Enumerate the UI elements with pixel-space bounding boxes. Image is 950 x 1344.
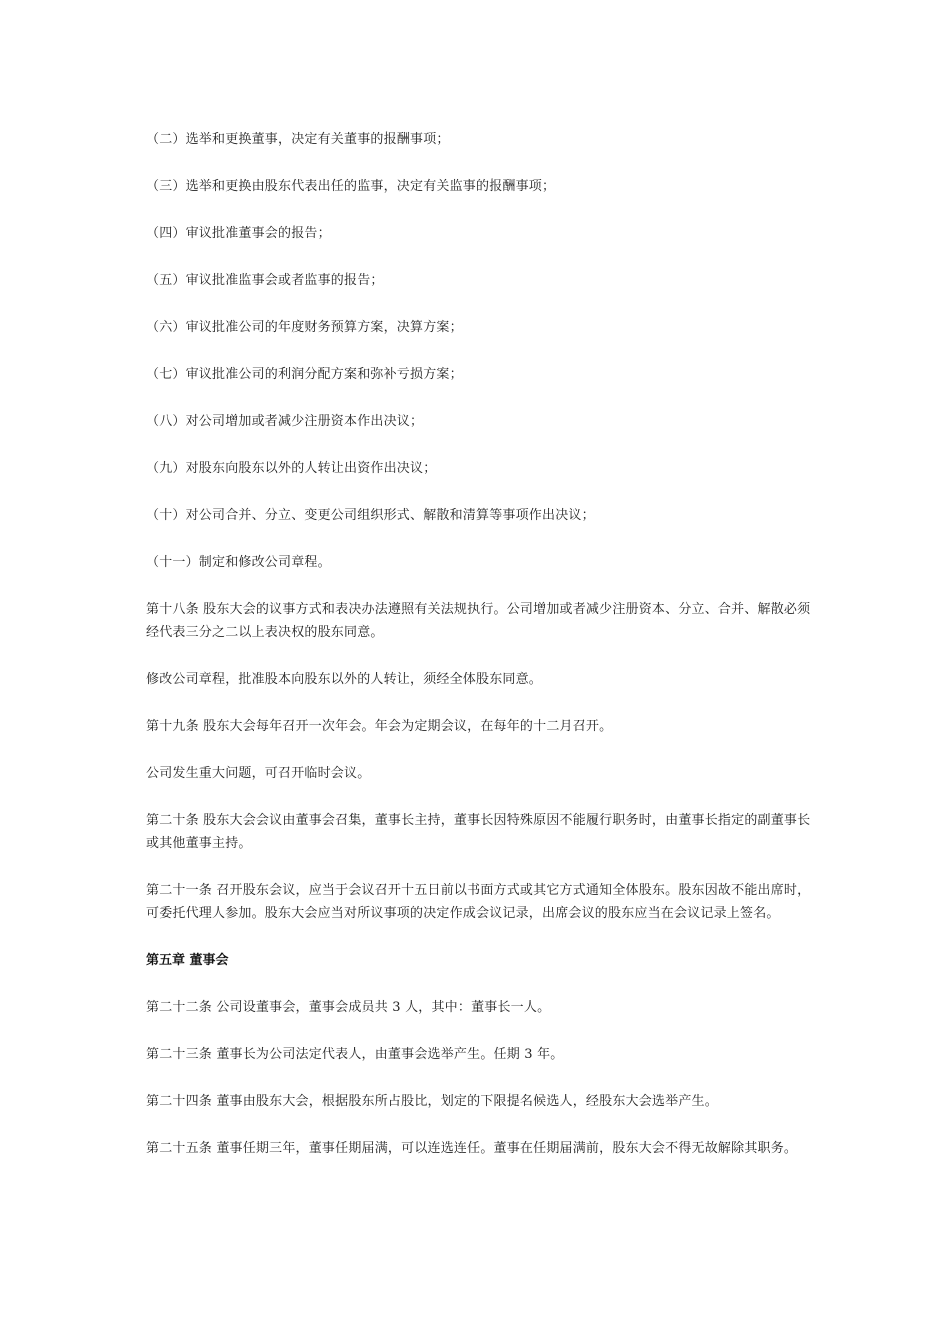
list-item-9: （九）对股东向股东以外的人转让出资作出决议； <box>146 461 437 476</box>
list-item-6: （六）审议批准公司的年度财务预算方案，决算方案； <box>146 320 463 335</box>
list-item-5: （五）审议批准监事会或者监事的报告； <box>146 273 384 288</box>
list-item-10: （十）对公司合并、分立、变更公司组织形式、解散和清算等事项作出决议； <box>146 508 595 523</box>
article-18-note: 修改公司章程，批准股本向股东以外的人转让，须经全体股东同意。 <box>146 672 543 687</box>
article-25: 第二十五条 董事任期三年，董事任期届满，可以连选连任。董事在任期届满前，股东大会不得无故解除其职务。 <box>146 1141 798 1156</box>
list-item-7: （七）审议批准公司的利润分配方案和弥补亏损方案； <box>146 367 463 382</box>
article-19-note: 公司发生重大问题，可召开临时会议。 <box>146 766 371 781</box>
chapter-5-heading: 第五章 董事会 <box>146 953 229 968</box>
article-19: 第十九条 股东大会每年召开一次年会。年会为定期会议，在每年的十二月召开。 <box>146 719 613 734</box>
article-21: 第二十一条 召开股东会议，应当于会议召开十五日前以书面方式或其它方式通知全体股东。股东因故不能出席时，可委托代理人参加。股东大会应当对所议事项的决定作成会议记录，出席会议的股东应当在会议记录上签名。 <box>146 883 811 921</box>
list-item-8: （八）对公司增加或者减少注册资本作出决议； <box>146 414 424 429</box>
article-24: 第二十四条 董事由股东大会，根据股东所占股比，划定的下限提名候选人，经股东大会选举产生。 <box>146 1094 718 1109</box>
article-23: 第二十三条 董事长为公司法定代表人，由董事会选举产生。任期 3 年。 <box>146 1047 564 1062</box>
article-22: 第二十二条 公司设董事会，董事会成员共 3 人，其中：董事长一人。 <box>146 1000 551 1015</box>
article-18: 第十八条 股东大会的议事方式和表决办法遵照有关法规执行。公司增加或者减少注册资本、分立、合并、解散必须经代表三分之二以上表决权的股东同意。 <box>146 602 811 640</box>
article-20: 第二十条 股东大会会议由董事会召集，董事长主持，董事长因特殊原因不能履行职务时，由董事长指定的副董事长或其他董事主持。 <box>146 813 811 851</box>
list-item-2: （二）选举和更换董事，决定有关董事的报酬事项； <box>146 132 450 147</box>
document-page <box>146 128 816 1184</box>
list-item-3: （三）选举和更换由股东代表出任的监事，决定有关监事的报酬事项； <box>146 179 556 194</box>
list-item-11: （十一）制定和修改公司章程。 <box>146 555 331 570</box>
list-item-4: （四）审议批准董事会的报告； <box>146 226 331 241</box>
